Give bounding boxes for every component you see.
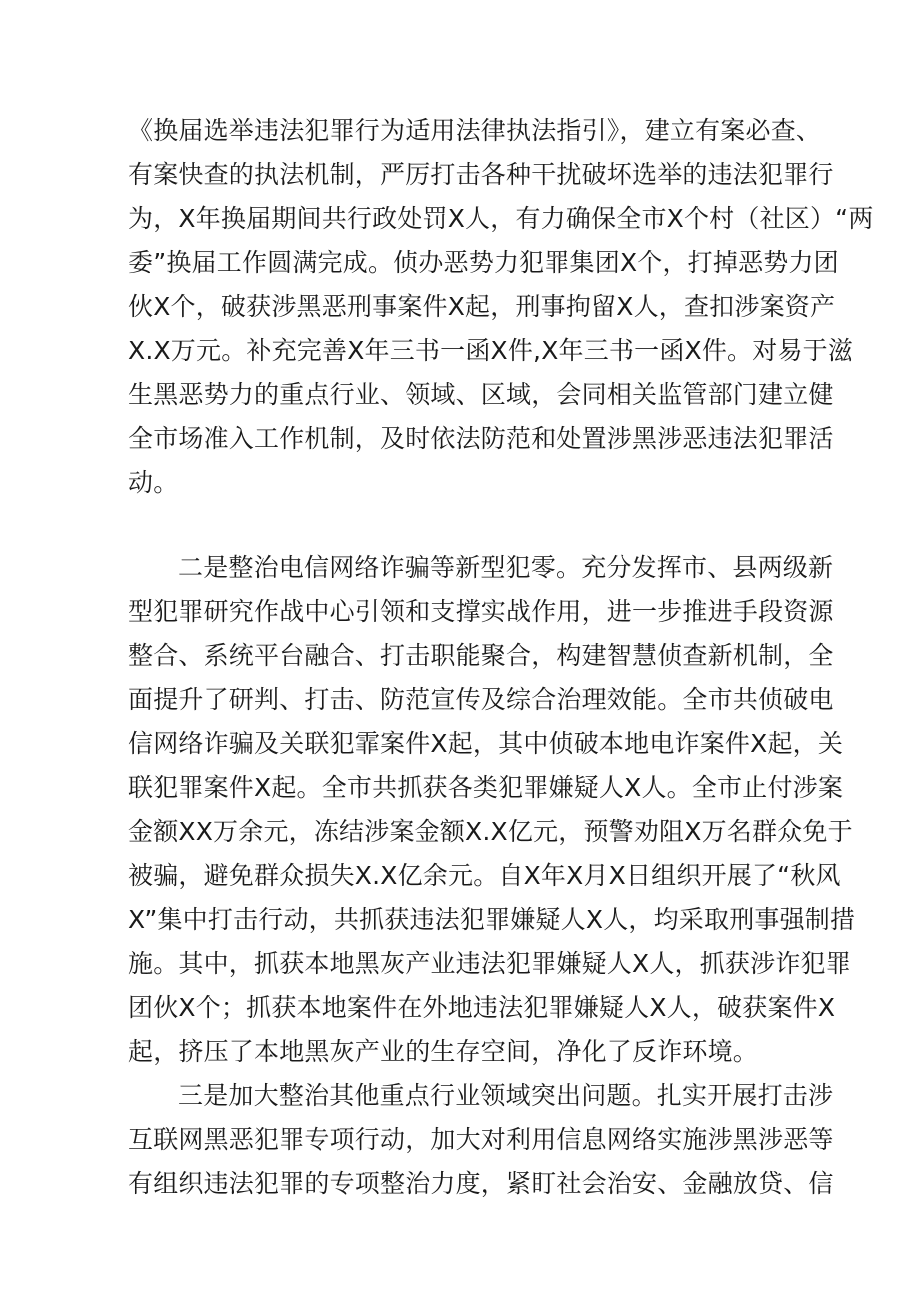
text-line: 施。其中，抓获本地黑灰产业违法犯罪嫌疑人X人，抓获涉诈犯罪	[128, 949, 851, 978]
text-line: 为，X年换届期间共行政处罚X人，有力确保全市X个村（社区）“两	[128, 204, 874, 233]
text-line: 联犯罪案件X起。全市共抓获各类犯罪嫌疑人X人。全市止付涉案	[128, 773, 844, 802]
text-line: X”集中打击行动，共抓获违法犯罪嫌疑人X人，均采取刑事强制措	[128, 905, 856, 934]
text-line: 团伙X个；抓获本地案件在外地违法犯罪嫌疑人X人，破获案件X	[128, 993, 836, 1022]
text-line: 有组织违法犯罪的专项整治力度，紧盯社会治安、金融放贷、信	[128, 1169, 834, 1198]
text-line: 型犯罪研究作战中心引领和支撑实战作用，进一步推进手段资源	[128, 597, 834, 626]
text-line: 委”换届工作圆满完成。侦办恶势力犯罪集团X个，打掉恶势力团	[128, 248, 839, 277]
text-line: 信网络诈骗及关联犯霏案件X起，其中侦破本地电诈案件X起，关	[128, 729, 844, 758]
text-line: 生黑恶势力的重点行业、领域、区域，会同相关监管部门建立健	[128, 380, 834, 409]
text-line: X.X万元。补充完善X年三书一函X件,X年三书一函X件。对易于滋	[128, 336, 854, 365]
text-line: 动。	[128, 468, 179, 497]
paragraph-3-first-line: 三是加大整治其他重点行业领域突出问题。扎实开展打击涉	[178, 1081, 834, 1110]
text-line: 金额XX万余元，冻结涉案金额X.X亿元，预警劝阻X万名群众免于	[128, 817, 853, 846]
text-line: 伙X个，破获涉黑恶刑事案件X起，刑事拘留X人，查扣涉案资产	[128, 292, 836, 321]
text-line: 被骗，避免群众损失X.X亿余元。自X年X月X日组织开展了“秋风	[128, 861, 841, 890]
paragraph-2-first-line: 二是整治电信网络诈骗等新型犯零。充分发挥市、县两级新	[178, 553, 834, 582]
text-line: 互联网黑恶犯罪专项行动，加大对利用信息网络实施涉黑涉恶等	[128, 1125, 834, 1154]
text-line: 《换届选举违法犯罪行为适用法律执法指引》，建立有案必查、	[128, 116, 822, 145]
text-line: 起，挤压了本地黑灰产业的生存空间，净化了反诈环境。	[128, 1037, 759, 1066]
text-line: 全市场准入工作机制，及时依法防范和处置涉黑涉恶违法犯罪活	[128, 424, 834, 453]
text-line: 面提升了研判、打击、防范宣传及综合治理效能。全市共侦破电	[128, 685, 834, 714]
text-line: 整合、系统平台融合、打击职能聚合，构建智慧侦查新机制，全	[128, 641, 834, 670]
text-line: 有案快查的执法机制，严厉打击各种干扰破坏选举的违法犯罪行	[128, 160, 834, 189]
